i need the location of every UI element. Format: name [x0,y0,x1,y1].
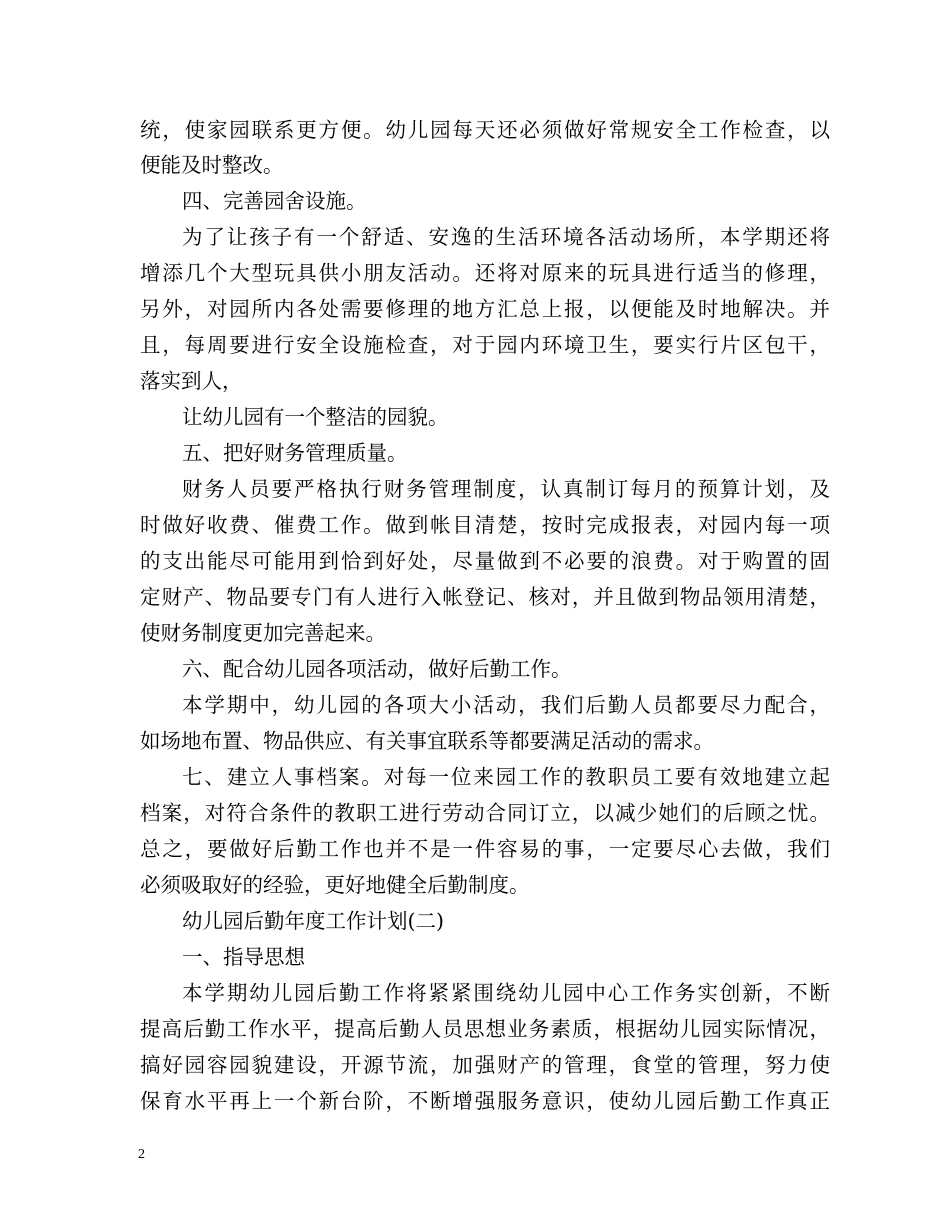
text-line: 且，每周要进行安全设施检查，对于园内环境卫生，要实行片区包干， [140,333,830,357]
text-line: 档案，对符合条件的教职工进行劳动合同订立，以减少她们的后顾之忧。 [140,801,830,825]
page-number: 2 [138,1147,145,1162]
text-line: 的支出能尽可能用到恰到好处，尽量做到不必要的浪费。对于购置的固 [140,549,830,573]
text-line: 搞好园容园貌建设，开源节流，加强财产的管理，食堂的管理，努力使 [140,1053,830,1077]
section-heading: 一、指导思想 [182,945,305,969]
text-line: 为了让孩子有一个舒适、安逸的生活环境各活动场所，本学期还将 [182,225,830,249]
text-line: 便能及时整改。 [140,153,284,177]
text-line: 时做好收费、催费工作。做到帐目清楚，按时完成报表，对园内每一项 [140,513,830,537]
text-line: 提高后勤工作水平，提高后勤人员思想业务素质，根据幼儿园实际情况， [140,1017,830,1041]
section-heading: 七、建立人事档案。对每一位来园工作的教职员工要有效地建立起 [182,765,830,789]
text-line: 落实到人， [140,369,243,393]
text-line: 如场地布置、物品供应、有关事宜联系等都要满足活动的需求。 [140,729,714,753]
text-line: 本学期幼儿园后勤工作将紧紧围绕幼儿园中心工作务实创新，不断 [182,981,830,1005]
text-line: 让幼儿园有一个整洁的园貌。 [182,405,449,429]
text-line: 增添几个大型玩具供小朋友活动。还将对原来的玩具进行适当的修理， [140,261,830,285]
text-line: 统，使家园联系更方便。幼儿园每天还必须做好常规安全工作检查，以 [140,118,830,142]
text-line: 必须吸取好的经验，更好地健全后勤制度。 [140,873,530,897]
text-line: 财务人员要严格执行财务管理制度，认真制订每月的预算计划，及 [182,477,830,501]
section-heading: 四、完善园舍设施。 [182,189,367,213]
section-heading: 五、把好财务管理质量。 [182,441,408,465]
text-line: 总之，要做好后勤工作也并不是一件容易的事，一定要尽心去做，我们 [140,837,830,861]
text-line: 保育水平再上一个新台阶，不断增强服务意识，使幼儿园后勤工作真正 [140,1089,830,1113]
text-line: 另外，对园所内各处需要修理的地方汇总上报，以便能及时地解决。并 [140,297,830,321]
text-line: 使财务制度更加完善起来。 [140,621,386,645]
section-heading: 六、配合幼儿园各项活动，做好后勤工作。 [182,657,572,681]
document-subtitle: 幼儿园后勤年度工作计划(二) [182,909,444,933]
text-line: 本学期中，幼儿园的各项大小活动，我们后勤人员都要尽力配合， [182,693,830,717]
text-line: 定财产、物品要专门有人进行入帐登记、核对，并且做到物品领用清楚， [140,585,830,609]
